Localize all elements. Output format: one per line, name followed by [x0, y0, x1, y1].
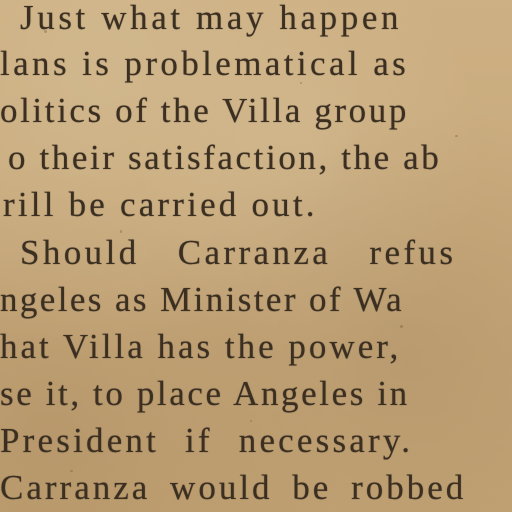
text-line-6: Should Carranza refus [20, 233, 457, 272]
text-line-1: Just what may happen [20, 0, 403, 37]
text-line-10: President if necessary. [0, 421, 414, 460]
paper-speck [455, 135, 458, 137]
text-line-4: o their satisfaction, the ab [8, 138, 442, 177]
text-line-2: lans is problematical as [0, 44, 410, 83]
text-line-8: hat Villa has the power, [0, 327, 402, 366]
text-line-5: rill be carried out. [3, 185, 318, 224]
text-line-9: se it, to place Angeles in [0, 374, 410, 413]
text-line-3: olitics of the Villa group [0, 91, 409, 130]
text-line-7: ngeles as Minister of Wa [0, 280, 405, 319]
text-line-11: Carranza would be robbed [0, 468, 467, 507]
